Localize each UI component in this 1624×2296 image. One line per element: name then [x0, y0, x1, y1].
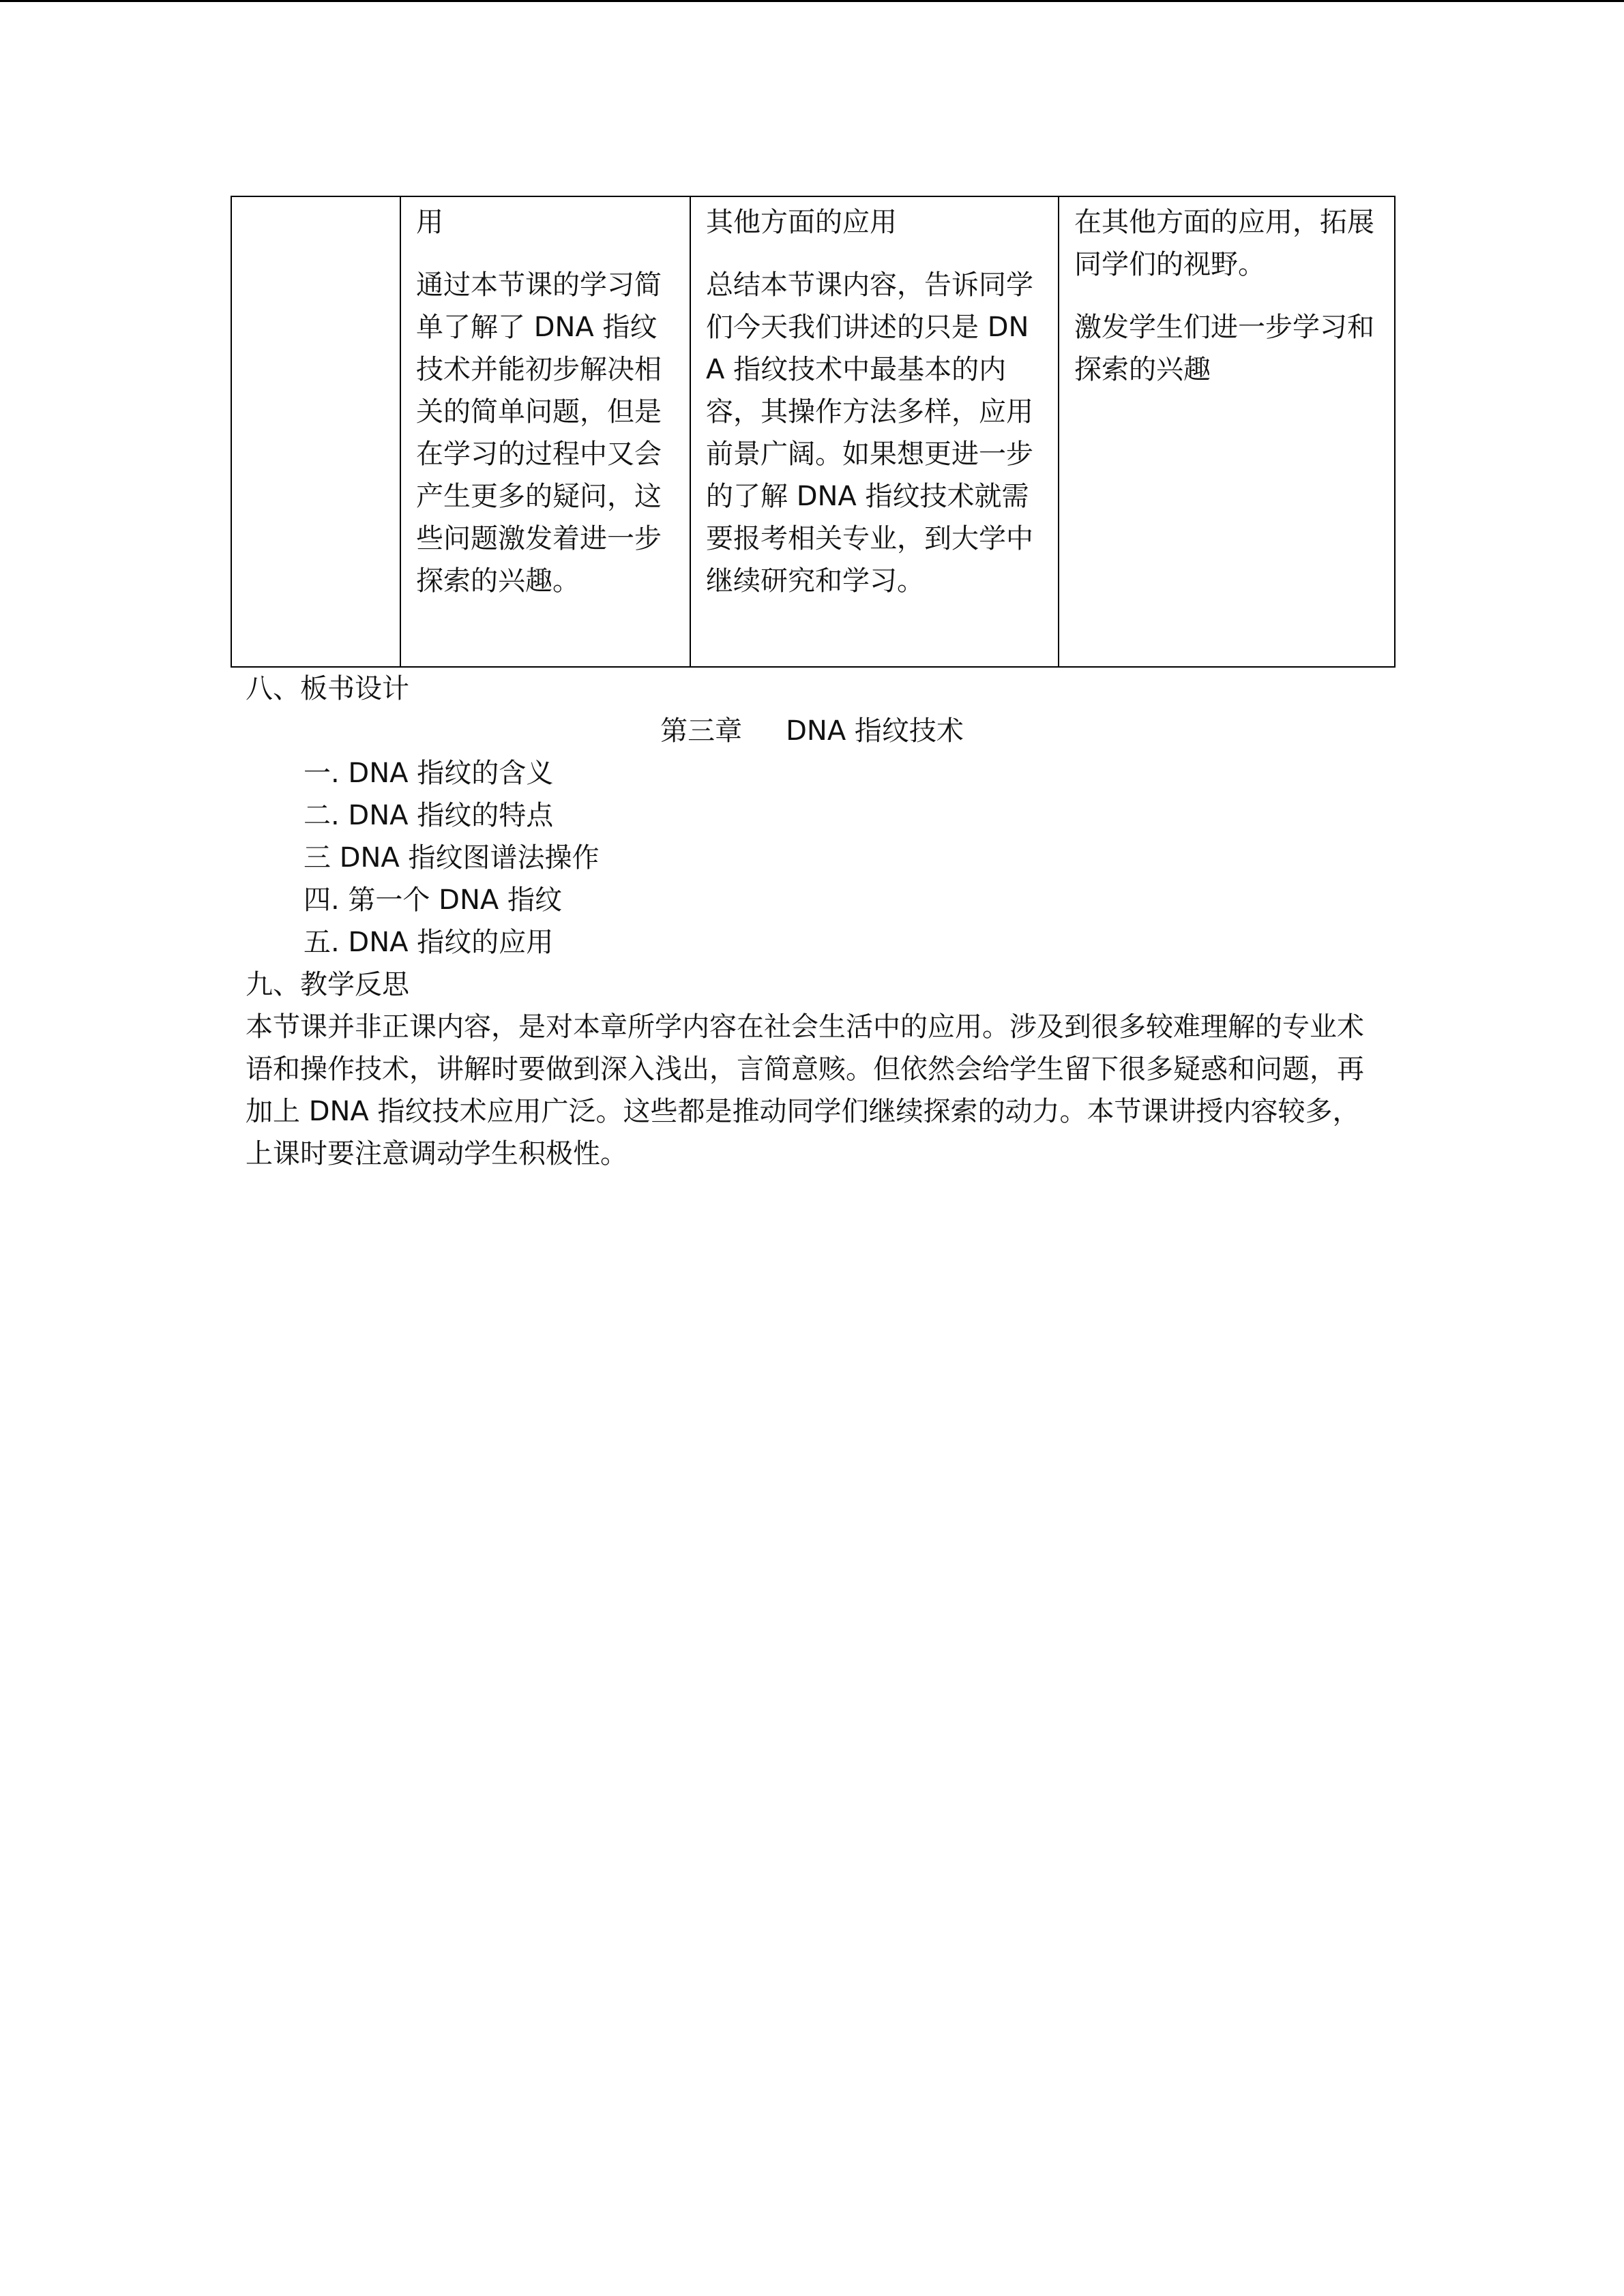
board-design-heading: 八、板书设计: [246, 673, 409, 704]
reflection-paragraph: 本节课并非正课内容，是对本章所学内容在社会生活中的应用。涉及到很多较难理解的专业术语和操作技术，讲解时要做到深入浅出，言简意赅。但依然会给学生留下很多疑惑和问题，再加上 DNA 指纹技术应用广泛。这些都是推动同学们继续探索的动力。本节课讲授内容较多，上课时要注意调动学生积极性。: [246, 1011, 1364, 1169]
lesson-table: [231, 196, 1396, 668]
outline-item: 五. DNA 指纹的应用: [304, 927, 554, 958]
table-row: [231, 196, 1395, 667]
reflection-heading: 九、教学反思: [246, 969, 409, 1000]
outline-item: 二. DNA 指纹的特点: [304, 800, 554, 831]
cell-text-bottom: 通过本节课的学习简单了解了 DNA 指纹技术并能初步解决相关的简单问题，但是在学习的过程中又会产生更多的疑问，这些问题激发着进一步探索的兴趣。: [416, 269, 662, 597]
table-cell-content: [400, 196, 690, 667]
outline-item: 四. 第一个 DNA 指纹: [304, 884, 562, 916]
cell-text-top: 用: [416, 207, 443, 238]
chapter-label: 第三章: [660, 715, 743, 747]
cell-text-bottom: 总结本节课内容，告诉同学们今天我们讲述的只是 DNA 指纹技术中最基本的内容，其操作方法多样，应用前景广阔。如果想更进一步的了解 DNA 指纹技术就需要报考相关专业，到大学中继续研究和学习。: [706, 269, 1033, 597]
cell-text-top: 在其他方面的应用，拓展同学们的视野。: [1074, 207, 1374, 280]
chapter-title: DNA 指纹技术: [786, 715, 964, 747]
cell-text-top: 其他方面的应用: [706, 207, 897, 238]
outline-item: 一. DNA 指纹的含义: [304, 758, 554, 789]
cell-text-bottom: 激发学生们进一步学习和探索的兴趣: [1074, 312, 1374, 385]
outline-item: 三 DNA 指纹图谱法操作: [304, 842, 600, 874]
table-cell-stage: [231, 196, 400, 667]
board-design-title: [0, 710, 1624, 752]
table-cell-teacher-activity: [690, 196, 1059, 667]
table-cell-design-intent: [1059, 196, 1395, 667]
